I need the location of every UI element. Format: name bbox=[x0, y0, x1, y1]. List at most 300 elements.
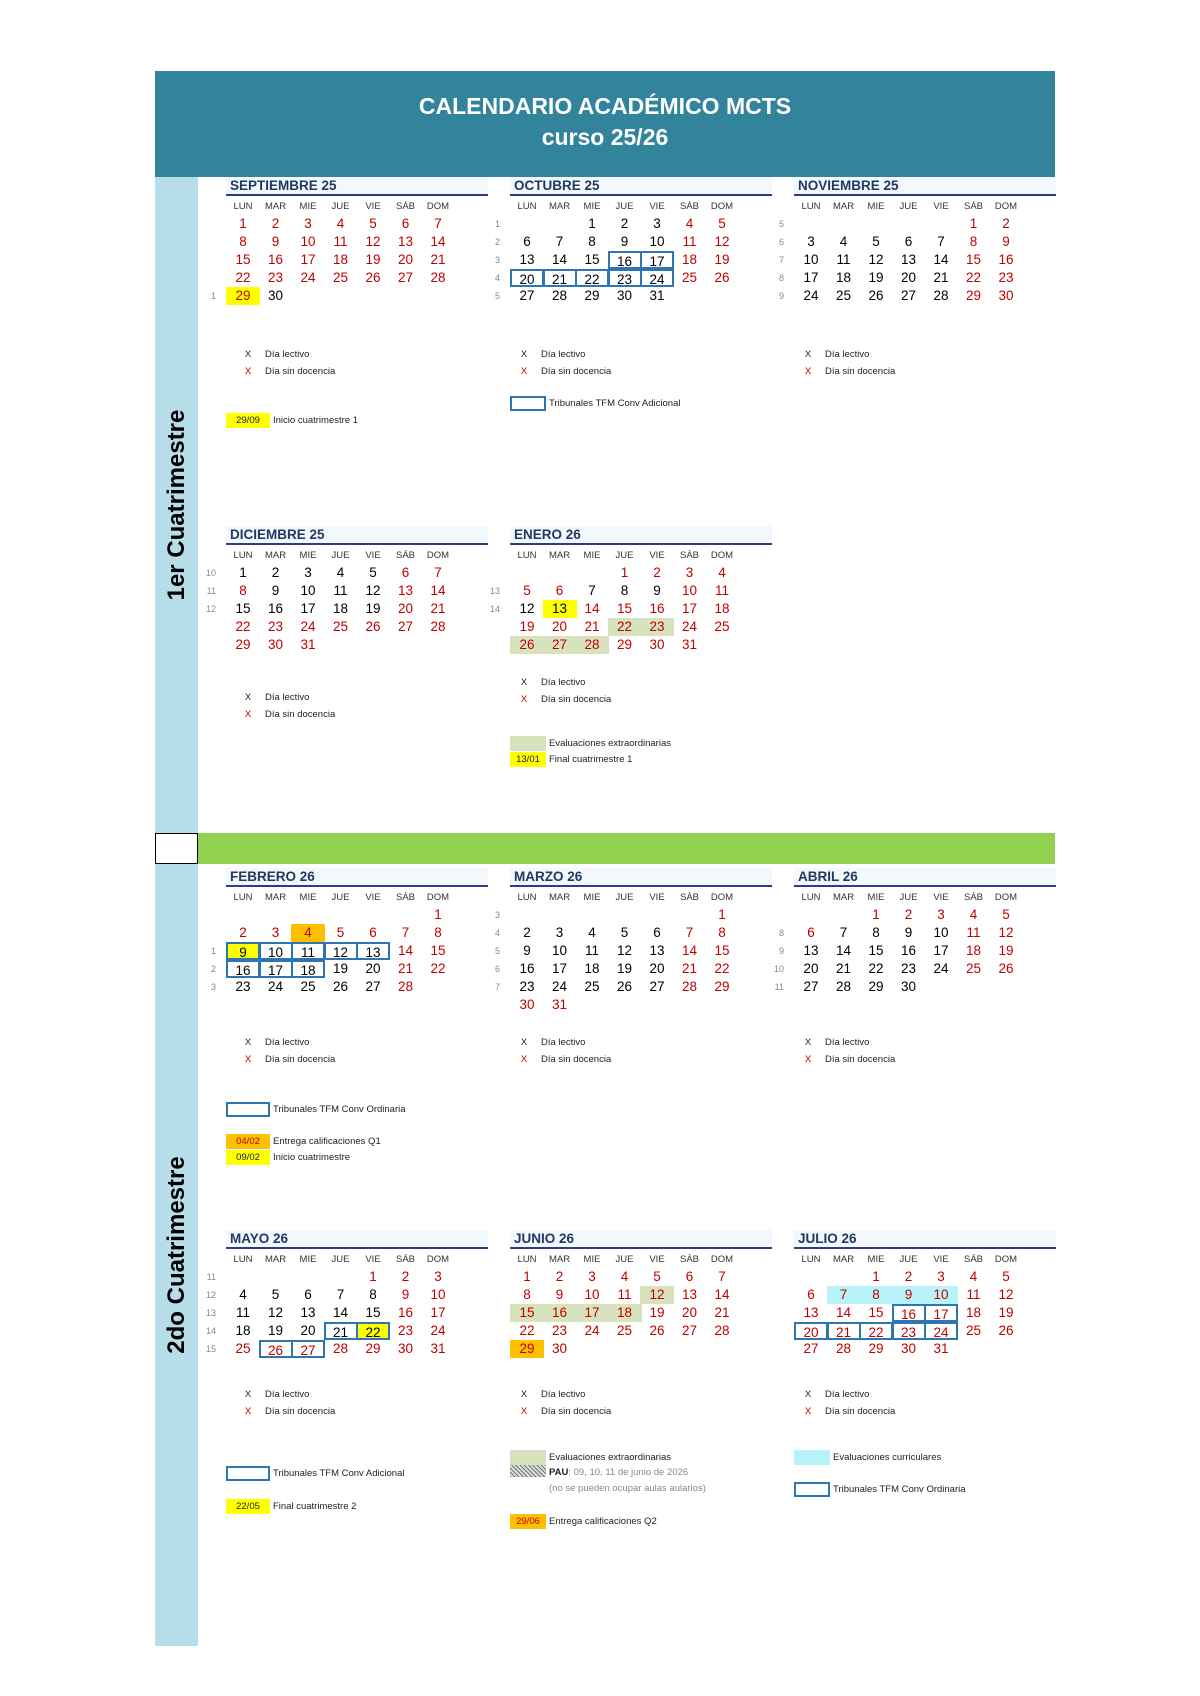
weekday-label: LUN bbox=[801, 1254, 821, 1265]
legend-mark-lectivo: X bbox=[244, 1389, 252, 1400]
weekday-label: SÁB bbox=[679, 892, 699, 903]
month-february bbox=[210, 868, 488, 996]
weekday-header bbox=[226, 890, 488, 906]
month-title: OCTUBRE 25 bbox=[510, 177, 772, 196]
legend-oct bbox=[507, 346, 611, 380]
day-cell: 18 bbox=[965, 1305, 982, 1320]
day-cell: 5 bbox=[872, 234, 880, 249]
day-cell: 17 bbox=[933, 943, 949, 958]
day-cell: 15 bbox=[235, 252, 251, 267]
day-cell: 13 bbox=[543, 600, 577, 618]
weekday-label: VIE bbox=[649, 201, 665, 212]
week-number: 11 bbox=[206, 1272, 216, 1282]
day-cell: 26 bbox=[365, 619, 381, 634]
day-cell: 7 bbox=[588, 583, 596, 598]
weekday-label: VIE bbox=[933, 201, 949, 212]
day-cell: 18 bbox=[291, 960, 325, 978]
day-cell: 16 bbox=[892, 1304, 926, 1322]
day-cell: 30 bbox=[616, 288, 633, 303]
day-cell: 19 bbox=[998, 1305, 1014, 1320]
weekday-label: JUE bbox=[615, 892, 634, 903]
day-cell: 12 bbox=[324, 942, 358, 960]
day-cell: 11 bbox=[333, 234, 348, 249]
day-cell: 11 bbox=[966, 1287, 981, 1302]
day-cell: 6 bbox=[685, 1269, 694, 1284]
day-cell: 23 bbox=[235, 979, 251, 994]
note-tribunales-adicional-oct bbox=[510, 396, 680, 411]
calendar-header bbox=[155, 71, 1055, 177]
week-number: 12 bbox=[205, 1290, 216, 1300]
legend-mark-sin-docencia: X bbox=[244, 1054, 252, 1065]
day-cell: 29 bbox=[714, 979, 730, 994]
day-cell: 15 bbox=[510, 1304, 544, 1322]
weekday-label: LUN bbox=[801, 201, 821, 212]
day-cell: 28 bbox=[332, 1341, 349, 1356]
weekday-label: JUE bbox=[899, 201, 918, 212]
day-cell: 29 bbox=[510, 1340, 544, 1358]
weekday-label: MAR bbox=[548, 892, 571, 903]
note-text: Entrega calificaciones Q2 bbox=[549, 1516, 657, 1527]
day-cell: 9 bbox=[271, 583, 280, 598]
day-cell: 21 bbox=[714, 1305, 730, 1320]
note-eval-extra-jun bbox=[510, 1450, 671, 1465]
legend-sin-docencia: Día sin docencia bbox=[265, 1406, 336, 1417]
day-cell: 21 bbox=[543, 269, 577, 287]
legend-mark-lectivo: X bbox=[520, 677, 528, 688]
day-cell: 24 bbox=[933, 961, 949, 976]
weekday-label: DOM bbox=[710, 201, 734, 212]
week-number: 4 bbox=[494, 273, 500, 283]
legend-sin-docencia: Día sin docencia bbox=[825, 1406, 896, 1417]
day-cell: 16 bbox=[900, 943, 917, 958]
day-cell: 7 bbox=[827, 1286, 861, 1304]
month-march bbox=[494, 868, 772, 1014]
legend-mark-lectivo: X bbox=[804, 1389, 812, 1400]
day-cell: 18 bbox=[965, 943, 982, 958]
day-cell: 17 bbox=[300, 601, 316, 616]
weekday-header bbox=[510, 548, 772, 564]
day-cell: 6 bbox=[401, 216, 410, 231]
week-number: 14 bbox=[205, 1326, 216, 1336]
weekday-label: VIE bbox=[649, 892, 665, 903]
day-cell: 2 bbox=[239, 925, 247, 940]
legend-sin-docencia: Día sin docencia bbox=[541, 694, 612, 705]
day-cell: 11 bbox=[714, 583, 729, 598]
day-cell: 2 bbox=[904, 907, 913, 922]
weekday-label: MAR bbox=[548, 550, 571, 561]
weekday-label: SÁB bbox=[963, 892, 983, 903]
day-cell: 18 bbox=[235, 1323, 251, 1338]
note-tribunales-ordinaria-feb bbox=[226, 1102, 406, 1117]
day-cell: 8 bbox=[523, 1287, 531, 1302]
day-cell: 12 bbox=[868, 252, 884, 267]
weekday-label: MAR bbox=[264, 892, 287, 903]
day-cell: 23 bbox=[397, 1323, 414, 1338]
page-title: CALENDARIO ACADÉMICO MCTS bbox=[418, 93, 792, 119]
week-number: 15 bbox=[205, 1344, 216, 1354]
weekday-label: DOM bbox=[710, 550, 734, 561]
day-cell: 14 bbox=[714, 1287, 730, 1302]
day-cell: 12 bbox=[616, 943, 633, 958]
day-cell: 28 bbox=[933, 288, 949, 303]
weekday-label: JUE bbox=[331, 550, 350, 561]
day-cell: 8 bbox=[239, 234, 247, 249]
weekday-label: MAR bbox=[548, 201, 571, 212]
day-cell: 9 bbox=[892, 1286, 926, 1304]
day-cell: 22 bbox=[859, 1322, 893, 1340]
day-cell: 6 bbox=[555, 583, 564, 598]
weekday-label: DOM bbox=[426, 892, 450, 903]
day-cell: 15 bbox=[365, 1305, 381, 1320]
legend-lectivo: Día lectivo bbox=[825, 1037, 870, 1048]
date-badge: 29/09 bbox=[226, 413, 270, 428]
day-cell: 25 bbox=[965, 961, 982, 976]
weekday-header bbox=[794, 1252, 1056, 1268]
day-cell: 19 bbox=[649, 1305, 665, 1320]
day-cell: 22 bbox=[430, 961, 446, 976]
day-cell: 5 bbox=[1002, 1269, 1010, 1284]
day-cell: 17 bbox=[551, 961, 568, 976]
day-cell: 17 bbox=[575, 1304, 609, 1322]
day-cell: 3 bbox=[434, 1269, 442, 1284]
weekday-label: SÁB bbox=[679, 201, 699, 212]
day-cell: 26 bbox=[649, 1323, 665, 1338]
legend-dic bbox=[231, 689, 335, 723]
day-cell: 16 bbox=[998, 252, 1014, 267]
weekday-label: DOM bbox=[994, 201, 1018, 212]
weekday-label: SÁB bbox=[395, 201, 415, 212]
day-cell: 22 bbox=[608, 618, 642, 636]
day-cell: 18 bbox=[714, 601, 730, 616]
day-cell: 9 bbox=[620, 234, 629, 249]
day-cell: 23 bbox=[551, 1323, 568, 1338]
day-cell: 6 bbox=[401, 565, 410, 580]
weekday-label: LUN bbox=[233, 201, 253, 212]
weekday-label: LUN bbox=[517, 550, 537, 561]
legend-mark-sin-docencia: X bbox=[804, 366, 812, 377]
week-number: 8 bbox=[778, 928, 784, 938]
day-cell: 1 bbox=[872, 1269, 880, 1284]
day-cell: 26 bbox=[616, 979, 633, 994]
day-cell: 26 bbox=[259, 1340, 293, 1358]
day-cell: 1 bbox=[969, 216, 978, 231]
day-cell: 6 bbox=[304, 1287, 312, 1302]
weekday-label: MIE bbox=[583, 1254, 601, 1265]
day-cell: 16 bbox=[226, 960, 260, 978]
day-cell: 31 bbox=[649, 288, 665, 303]
weekday-label: VIE bbox=[933, 1254, 949, 1265]
day-cell: 20 bbox=[794, 1322, 828, 1340]
day-cell: 10 bbox=[300, 234, 316, 249]
day-cell: 24 bbox=[803, 288, 819, 303]
weekday-label: SÁB bbox=[395, 550, 415, 561]
day-cell: 13 bbox=[649, 943, 665, 958]
day-cell: 5 bbox=[336, 925, 345, 940]
day-cell: 21 bbox=[430, 601, 446, 616]
weekday-label: LUN bbox=[233, 1254, 253, 1265]
day-cell: 31 bbox=[681, 637, 698, 652]
weekday-label: SÁB bbox=[963, 1254, 983, 1265]
day-cell: 12 bbox=[365, 583, 381, 598]
weekday-label: LUN bbox=[801, 892, 821, 903]
week-number: 14 bbox=[489, 604, 500, 614]
day-cell: 1 bbox=[369, 1269, 377, 1284]
day-cell: 26 bbox=[868, 288, 884, 303]
month-title: MARZO 26 bbox=[510, 868, 772, 887]
day-cell: 15 bbox=[616, 601, 633, 616]
day-cell: 3 bbox=[555, 925, 564, 940]
day-cell: 21 bbox=[584, 619, 600, 634]
legend-lectivo: Día lectivo bbox=[265, 349, 310, 360]
day-cell: 7 bbox=[434, 216, 442, 231]
tribunal-swatch bbox=[226, 1102, 270, 1117]
note-eval-curr bbox=[794, 1450, 941, 1465]
day-cell: 10 bbox=[924, 1286, 958, 1304]
day-cell: 27 bbox=[543, 636, 577, 654]
month-title: FEBRERO 26 bbox=[226, 868, 488, 887]
day-cell: 11 bbox=[836, 252, 851, 267]
day-cell: 8 bbox=[369, 1287, 377, 1302]
weekday-label: MIE bbox=[299, 892, 317, 903]
day-cell: 16 bbox=[608, 251, 642, 269]
week-number: 7 bbox=[494, 982, 500, 992]
day-cell: 14 bbox=[681, 943, 698, 958]
date-badge: 13/01 bbox=[510, 752, 546, 767]
week-number: 7 bbox=[778, 255, 784, 265]
weekday-label: MIE bbox=[299, 550, 317, 561]
day-cell: 23 bbox=[267, 619, 284, 634]
day-cell: 30 bbox=[519, 997, 535, 1012]
day-cell: 6 bbox=[369, 925, 377, 940]
day-cell: 24 bbox=[300, 270, 316, 285]
legend-sep bbox=[231, 346, 335, 380]
note-tribunales-adicional-may bbox=[226, 1466, 404, 1481]
week-number: 5 bbox=[494, 291, 500, 301]
day-cell: 1 bbox=[239, 565, 247, 580]
day-cell: 27 bbox=[900, 288, 917, 303]
note-text: Final cuatrimestre 1 bbox=[549, 754, 633, 765]
day-cell: 2 bbox=[271, 216, 280, 231]
day-cell: 16 bbox=[267, 601, 284, 616]
day-cell: 4 bbox=[685, 216, 694, 231]
day-cell: 13 bbox=[356, 942, 390, 960]
day-grid bbox=[494, 215, 772, 305]
week-number: 2 bbox=[210, 964, 216, 974]
tribunal-swatch bbox=[794, 1482, 830, 1497]
date-badge: 09/02 bbox=[226, 1150, 270, 1165]
day-cell: 1 bbox=[588, 216, 596, 231]
day-cell: 10 bbox=[584, 1287, 600, 1302]
day-cell: 9 bbox=[226, 942, 260, 960]
tribunal-swatch bbox=[226, 1466, 270, 1481]
week-number: 11 bbox=[206, 586, 216, 596]
day-cell: 4 bbox=[969, 1269, 978, 1284]
day-cell: 8 bbox=[718, 925, 726, 940]
legend-lectivo: Día lectivo bbox=[541, 1389, 586, 1400]
legend-sin-docencia: Día sin docencia bbox=[541, 366, 612, 377]
day-cell: 28 bbox=[430, 619, 446, 634]
day-cell: 1 bbox=[239, 216, 247, 231]
day-cell: 2 bbox=[401, 1269, 410, 1284]
week-number: 6 bbox=[778, 237, 784, 247]
day-cell: 13 bbox=[900, 252, 917, 267]
legend-lectivo: Día lectivo bbox=[265, 1037, 310, 1048]
weekday-label: JUE bbox=[615, 550, 634, 561]
day-cell: 21 bbox=[324, 1322, 358, 1340]
day-cell: 23 bbox=[519, 979, 535, 994]
day-cell: 31 bbox=[551, 997, 568, 1012]
sidebar-q2-label: 2do Cuatrimestre bbox=[162, 1156, 190, 1354]
day-cell: 3 bbox=[653, 216, 661, 231]
day-cell: 14 bbox=[584, 601, 600, 616]
day-cell: 20 bbox=[510, 269, 544, 287]
weekday-label: DOM bbox=[426, 201, 450, 212]
day-cell: 29 bbox=[616, 637, 633, 652]
day-cell: 3 bbox=[304, 216, 312, 231]
day-cell: 14 bbox=[332, 1305, 349, 1320]
day-cell: 4 bbox=[620, 1269, 629, 1284]
day-grid bbox=[794, 1268, 1056, 1358]
month-title: SEPTIEMBRE 25 bbox=[226, 177, 488, 196]
day-cell: 7 bbox=[937, 234, 945, 249]
day-cell: 7 bbox=[401, 925, 410, 940]
day-cell: 31 bbox=[430, 1341, 446, 1356]
day-cell: 19 bbox=[868, 270, 884, 285]
day-cell: 31 bbox=[300, 637, 316, 652]
day-grid bbox=[494, 906, 772, 1014]
day-cell: 3 bbox=[588, 1269, 596, 1284]
day-cell: 27 bbox=[803, 1341, 819, 1356]
legend-sin-docencia: Día sin docencia bbox=[265, 1054, 336, 1065]
day-cell: 20 bbox=[397, 601, 414, 616]
day-cell: 6 bbox=[653, 925, 661, 940]
tribunal-swatch bbox=[510, 396, 546, 411]
day-cell: 3 bbox=[685, 565, 694, 580]
day-cell: 19 bbox=[519, 619, 535, 634]
day-cell: 22 bbox=[235, 270, 251, 285]
week-number: 12 bbox=[205, 604, 216, 614]
day-cell: 15 bbox=[584, 252, 600, 267]
day-cell: 26 bbox=[332, 979, 349, 994]
day-cell: 18 bbox=[332, 601, 349, 616]
day-cell: 30 bbox=[267, 637, 284, 652]
note-final-q1 bbox=[510, 752, 632, 767]
day-grid bbox=[489, 564, 772, 654]
day-cell: 11 bbox=[617, 1287, 632, 1302]
day-cell: 20 bbox=[649, 961, 665, 976]
weekday-label: VIE bbox=[365, 892, 381, 903]
weekday-label: LUN bbox=[517, 892, 537, 903]
day-cell: 2 bbox=[620, 216, 629, 231]
day-grid bbox=[778, 215, 1056, 305]
day-cell: 27 bbox=[291, 1340, 325, 1358]
day-cell: 26 bbox=[998, 961, 1014, 976]
day-cell: 8 bbox=[859, 1286, 893, 1304]
day-cell: 17 bbox=[300, 252, 316, 267]
day-cell: 14 bbox=[835, 943, 852, 958]
weekday-label: LUN bbox=[517, 1254, 537, 1265]
sidebar-q1 bbox=[155, 177, 198, 833]
day-cell: 25 bbox=[235, 1341, 251, 1356]
day-cell: 10 bbox=[551, 943, 568, 958]
note-text: Inicio cuatrimestre bbox=[273, 1152, 351, 1163]
legend-mark-sin-docencia: X bbox=[244, 366, 252, 377]
weekday-label: DOM bbox=[710, 1254, 734, 1265]
legend-mark-sin-docencia: X bbox=[804, 1406, 812, 1417]
day-cell: 22 bbox=[519, 1323, 535, 1338]
note-text: Evaluaciones extraordinarias bbox=[549, 1452, 671, 1463]
month-title: ENERO 26 bbox=[510, 526, 772, 545]
day-cell: 6 bbox=[807, 1287, 815, 1302]
day-cell: 2 bbox=[1002, 216, 1010, 231]
day-cell: 17 bbox=[924, 1304, 958, 1322]
legend-sin-docencia: Día sin docencia bbox=[265, 709, 336, 720]
month-october bbox=[494, 177, 772, 305]
day-cell: 1 bbox=[434, 907, 442, 922]
week-number: 2 bbox=[494, 237, 500, 247]
day-cell: 11 bbox=[291, 942, 325, 960]
weekday-label: JUE bbox=[331, 892, 350, 903]
day-cell: 7 bbox=[336, 1287, 345, 1302]
day-cell: 28 bbox=[835, 1341, 852, 1356]
day-cell: 23 bbox=[267, 270, 284, 285]
day-cell: 22 bbox=[868, 961, 884, 976]
weekday-label: MIE bbox=[299, 201, 317, 212]
day-cell: 18 bbox=[332, 252, 349, 267]
day-cell: 19 bbox=[714, 252, 730, 267]
month-december bbox=[205, 526, 488, 654]
day-cell: 8 bbox=[588, 234, 596, 249]
day-cell: 13 bbox=[397, 234, 414, 249]
day-cell: 12 bbox=[998, 925, 1014, 940]
legend-sin-docencia: Día sin docencia bbox=[541, 1054, 612, 1065]
weekday-header bbox=[510, 199, 772, 215]
day-cell: 27 bbox=[519, 288, 535, 303]
day-cell: 28 bbox=[681, 979, 698, 994]
month-title: ABRIL 26 bbox=[794, 868, 1056, 887]
day-cell: 10 bbox=[259, 942, 293, 960]
week-number: 13 bbox=[205, 1308, 216, 1318]
weekday-label: MIE bbox=[583, 892, 601, 903]
day-cell: 20 bbox=[300, 1323, 316, 1338]
day-cell: 2 bbox=[555, 1269, 564, 1284]
day-cell: 17 bbox=[803, 270, 819, 285]
month-title: JUNIO 26 bbox=[510, 1230, 772, 1249]
month-january bbox=[489, 526, 772, 654]
day-cell: 28 bbox=[835, 979, 852, 994]
day-cell: 6 bbox=[523, 234, 531, 249]
weekday-label: VIE bbox=[365, 550, 381, 561]
sidebar-gap bbox=[155, 833, 198, 864]
day-cell: 5 bbox=[620, 925, 629, 940]
day-cell: 11 bbox=[333, 583, 348, 598]
day-cell: 22 bbox=[356, 1322, 390, 1340]
day-cell: 30 bbox=[900, 979, 917, 994]
day-grid bbox=[205, 1268, 488, 1358]
day-cell: 13 bbox=[519, 252, 535, 267]
day-grid bbox=[210, 906, 488, 996]
date-badge: 29/06 bbox=[510, 1514, 546, 1529]
day-cell: 25 bbox=[300, 979, 316, 994]
day-cell: 29 bbox=[235, 637, 251, 652]
day-cell: 18 bbox=[584, 961, 600, 976]
legend-mark-lectivo: X bbox=[520, 1037, 528, 1048]
day-cell: 24 bbox=[551, 979, 568, 994]
day-cell: 30 bbox=[998, 288, 1014, 303]
legend-mark-sin-docencia: X bbox=[244, 709, 252, 720]
day-cell: 20 bbox=[803, 961, 819, 976]
day-cell: 28 bbox=[575, 636, 609, 654]
